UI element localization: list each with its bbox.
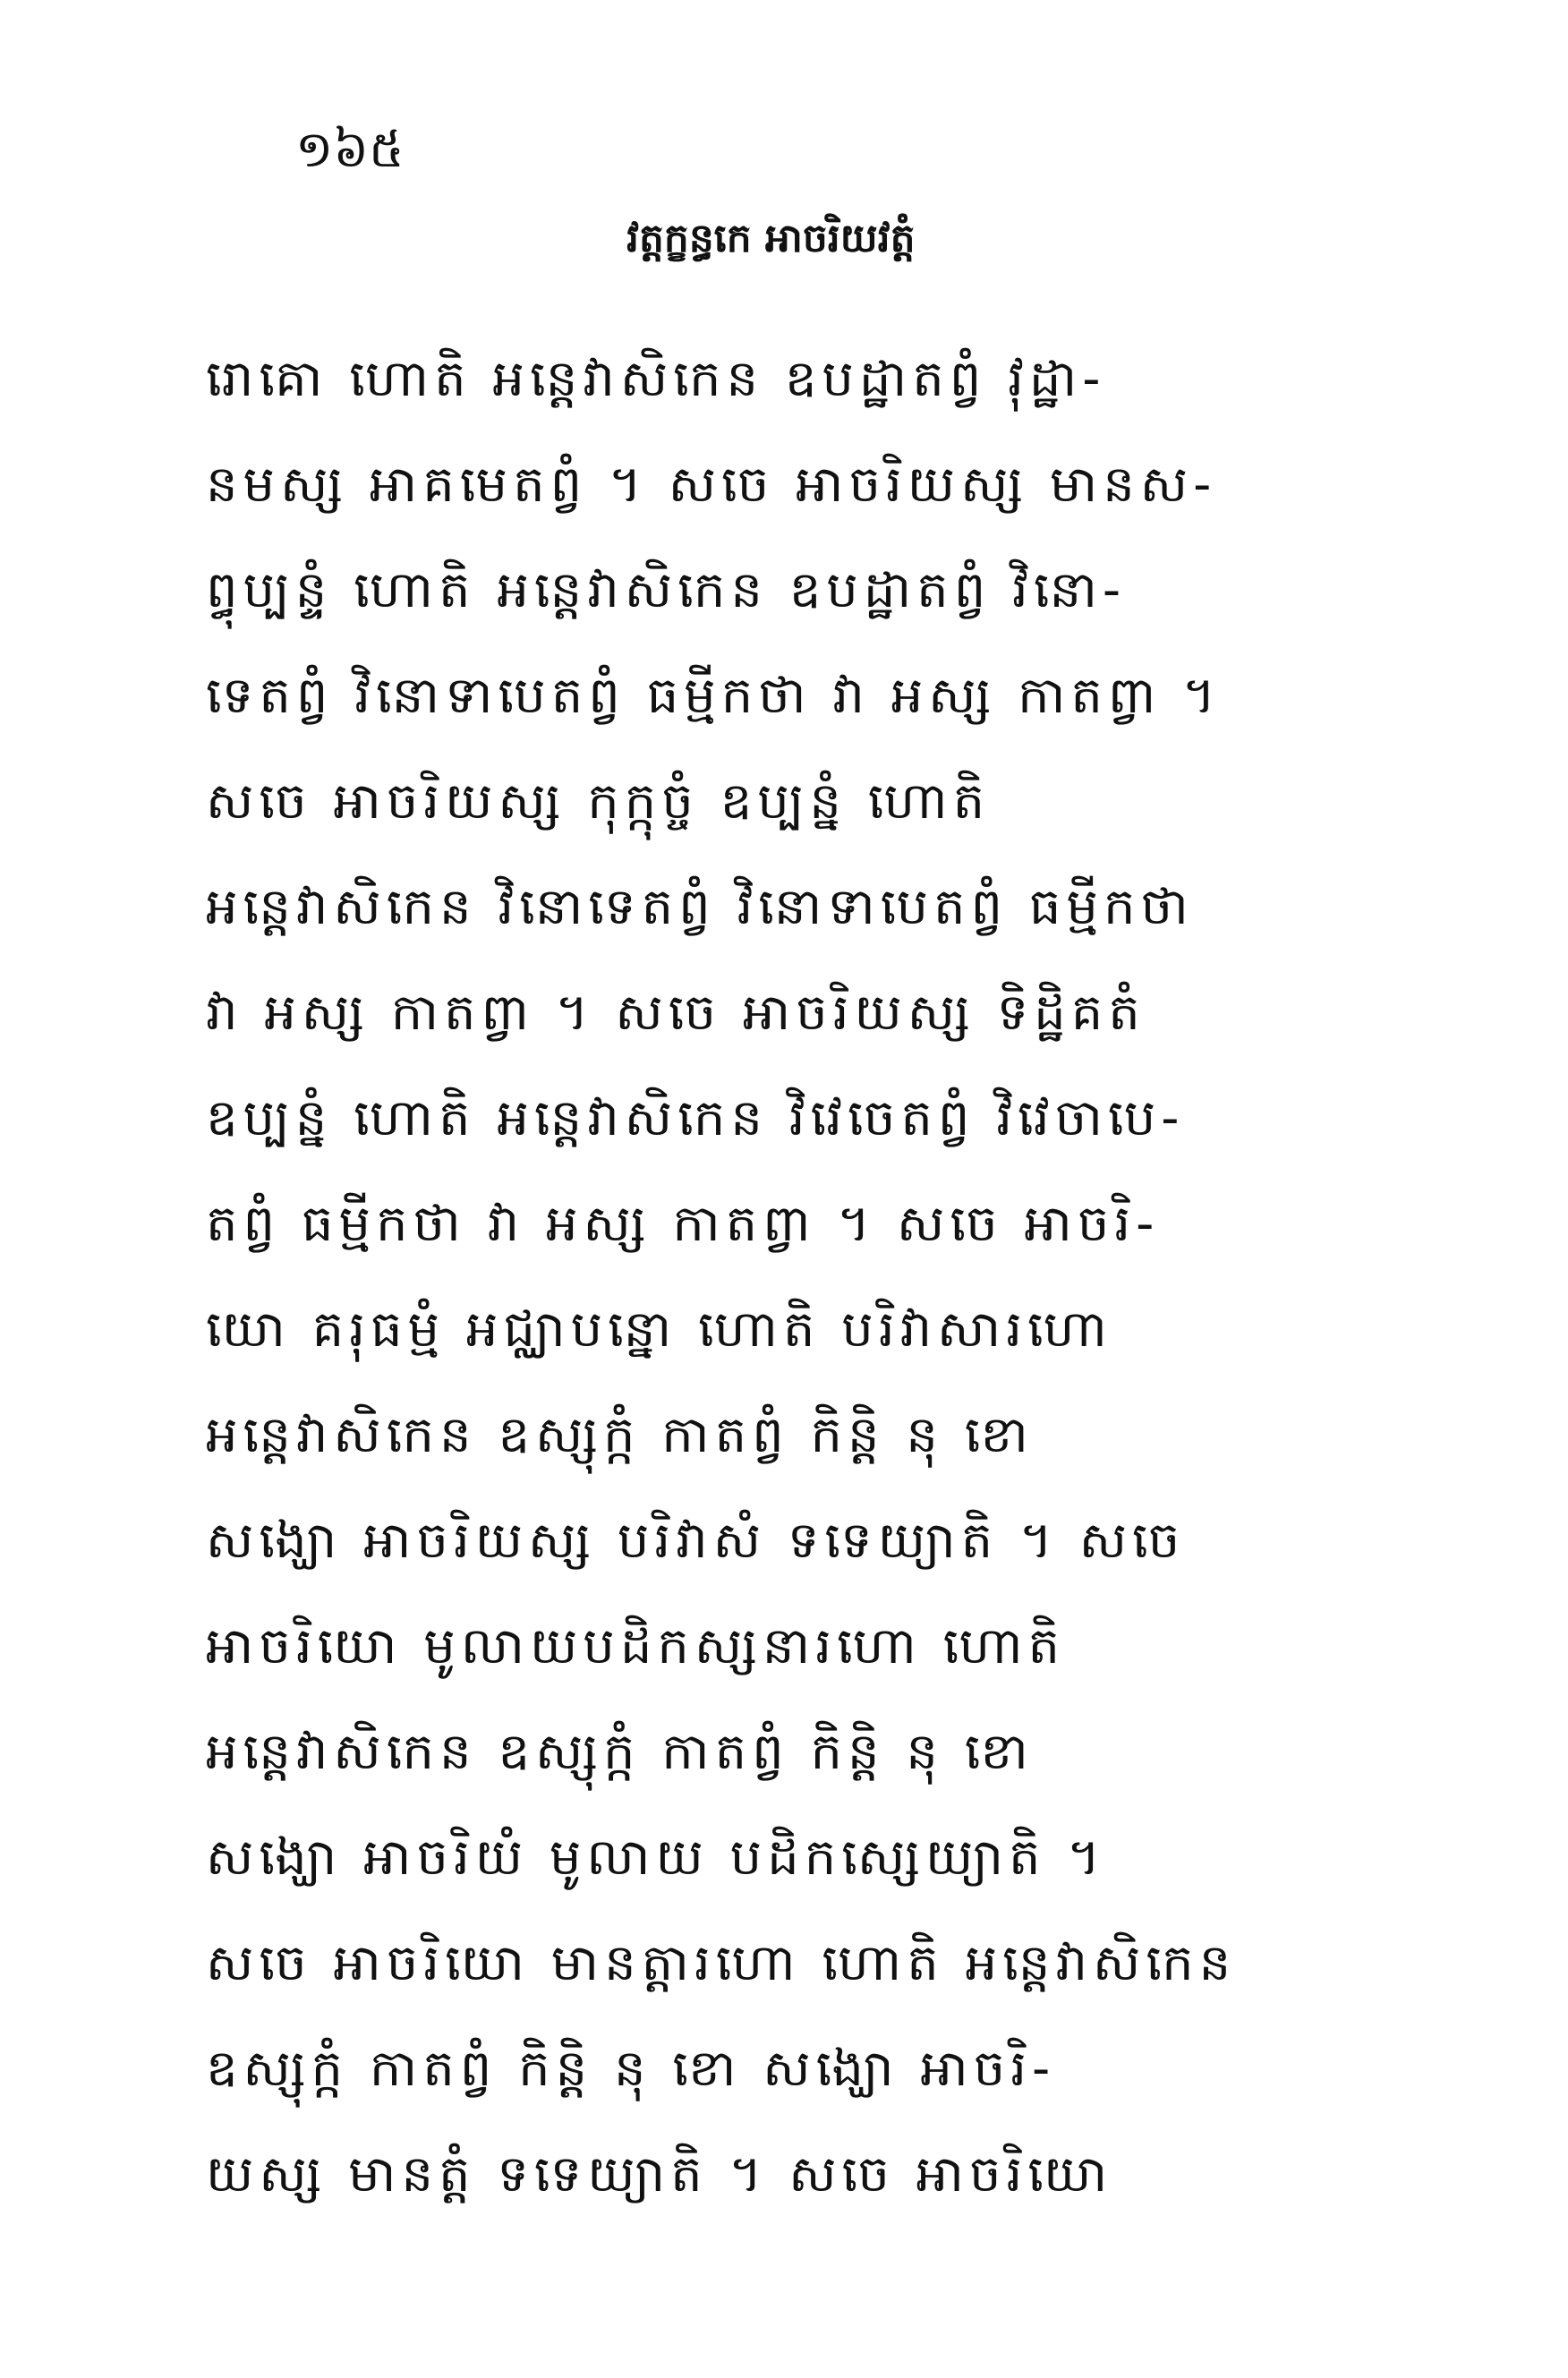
body-line: ព្ធុប្បន្ទំ ហោតិ អន្តេវាសិកេន ឧបដ្ឋាតព្វំ វិនោ- bbox=[206, 561, 1127, 619]
running-header: វត្តក្ខន្ធកេ អាចរិយវត្តំ bbox=[626, 216, 916, 261]
body-line: អន្តេវាសិកេន វិនោទេតព្វំ វិនោទាបេតព្វំ ធម្មីកថា bbox=[206, 878, 1194, 936]
body-line: សចេ អាចរិយស្ស កុក្កុច្ចំ ឧប្បន្នំ ហោតិ bbox=[206, 772, 991, 831]
body-line: អន្តេវាសិកេន ឧស្សុក្កំ កាតព្វំ កិន្តិ នុ ខោ bbox=[206, 1723, 1034, 1781]
body-line: សចេ អាចរិយោ មានត្តារហោ ហោតិ អន្តេវាសិកេន bbox=[206, 1934, 1237, 1992]
body-line: សង្ឃោ អាចរិយស្ស បរិវាសំ ទទេយ្យាតិ ។ សចេ bbox=[206, 1512, 1186, 1570]
body-line: អន្តេវាសិកេន ឧស្សុក្កំ កាតព្វំ កិន្តិ នុ ខោ bbox=[206, 1406, 1034, 1464]
body-line: នមស្ស អាគមេតព្វំ ។ សចេ អាចរិយស្ស មានស- bbox=[206, 456, 1217, 514]
body-line: ឧប្បន្នំ ហោតិ អន្តេវាសិកេន វិវេចេតព្វំ វិវេចាបេ- bbox=[206, 1089, 1185, 1147]
page-number: ១៦៥ bbox=[295, 121, 405, 179]
body-line: ឧស្សុក្កំ កាតព្វំ កិន្តិ នុ ខោ សង្ឃោ អាចរិ- bbox=[206, 2040, 1056, 2098]
body-line: យស្ស មានត្តំ ទទេយ្យាតិ ។ សចេ អាចរិយោ bbox=[206, 2145, 1113, 2203]
body-line: វា អស្ស កាតព្វា ។ សចេ អាចរិយស្ស ទិដ្ឋិគតំ bbox=[206, 984, 1146, 1042]
body-line: រោគោ ហោតិ អន្តេវាសិកេន ឧបដ្ឋាតព្វំ វុដ្ឋា- bbox=[206, 350, 1106, 408]
body-line: សង្ឃោ អាចរិយំ មូលាយ បដិកស្សេយ្យាតិ ។ bbox=[206, 1828, 1106, 1887]
body-line: តព្វំ ធម្មីកថា វា អស្ស កាតព្វា ។ សចេ អាចរិ- bbox=[206, 1195, 1160, 1253]
body-text bbox=[206, 331, 1441, 2232]
body-line: អាចរិយោ មូលាយបដិកស្សនារហោ ហោតិ bbox=[206, 1617, 1066, 1675]
body-line: ទេតព្វំ វិនោទាបេតព្វំ ធម្មីកថា វា អស្ស កាតព្វា ។ bbox=[206, 667, 1221, 725]
body-line: យោ គរុធម្មំ អជ្ឈាបន្នោ ហោតិ បរិវាសារហោ bbox=[206, 1300, 1112, 1359]
